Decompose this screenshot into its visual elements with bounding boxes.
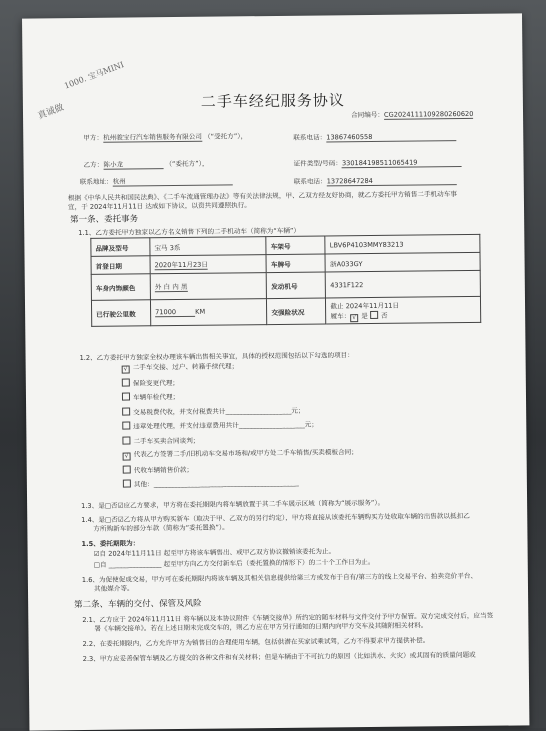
clause-1-5-b: □自 ________________ 起至甲方向乙方交付新车后（委托置换的情形下）的二十个工作日为止。 — [93, 557, 375, 569]
brand-value: 宝马 3系 — [150, 237, 267, 256]
engine-value: 4331F122 — [326, 270, 481, 298]
intro-line-1: 根据《中华人民共和国民法典》、《二手车流通管理办法》等有关法律法规，甲、乙双方经友好协商，就乙方委托甲方销售二手机动车事 — [67, 190, 457, 203]
party-b-address: 联系地址：杭州 — [80, 176, 233, 187]
contract-number: 合同编号：CG2024111109280260620 — [351, 109, 474, 120]
clause-1-6-line-2: 其他媒介等。 — [93, 584, 134, 593]
checklist-checkbox[interactable] — [122, 393, 130, 401]
checklist-label: 二手车买卖合同谈判； — [133, 436, 200, 445]
intro-line-2: 宜，于 2024年11月11日 达成如下协议，以资共同遵照执行。 — [67, 201, 251, 212]
vin-label: 车架号 — [266, 236, 325, 255]
party-a-row: 甲方：杭州骏宝行汽车销售服务有限公司 （“受托方”）， — [83, 132, 248, 142]
checklist-checkbox[interactable] — [123, 465, 131, 473]
reg-date-value: 2020年11月23日 — [150, 255, 267, 274]
mileage-label: 已行驶公里数 — [91, 300, 150, 327]
section-1-heading: 第一条、委托事务 — [70, 214, 139, 226]
checklist-label: 二手车交接、过户、转籍手续代理； — [132, 362, 239, 372]
clause-2-1-line-1: 2.1、乙方应于 2024年11月11日 将车辆以及本协议附件《车辆交接单》所约定的随车材料与文件交付予甲方保管。双方完成交付后，应当签 — [82, 611, 494, 625]
clause-1-1: 1.1、乙方委托甲方独家以乙方名义销售下列的二手机动车（简称为“车辆”） — [78, 226, 301, 238]
checklist-label: 违章处理代理，并支付违章费用共计____________________元； — [133, 420, 318, 431]
checklist-label: 车辆年检代理； — [132, 392, 180, 402]
vehicle-info-table — [90, 234, 481, 327]
checklist-item — [123, 478, 299, 489]
mileage-value: 71000 KM — [150, 299, 267, 326]
ins-no-checkbox[interactable] — [370, 310, 378, 318]
clause-2-1-line-2: 署《车辆交接单》。若在上述日期未完成交车的，则乙方应在甲方另行通知的日期内向甲方交车及其随附相关材料。 — [94, 621, 428, 633]
color-value: 外 白 内 黑 — [150, 273, 267, 300]
plate-label: 车牌号 — [266, 254, 325, 273]
clause-1-6-line-1: 1.6、为促使促成交易，甲方可在委托期限内将该车辆及其相关信息提供给第三方或发布于自有/第三方的线上交易平台、拍卖竞价平台、 — [81, 571, 478, 585]
checklist-label: 代收车辆销售价款； — [133, 465, 194, 474]
party-b-row: 乙方：陈小龙 （“委托方”）， — [83, 159, 209, 169]
checklist-label: 其他：____________________________________________ — [133, 478, 299, 489]
section-2-heading: 第二条、车辆的交付、保管及风险 — [74, 598, 202, 611]
clause-1-4-line-1: 1.4、是□否☑乙方将从甲方购买新车（取决于甲、乙双方的另行约定），甲方将直接从该委托车辆购买方处收取车辆的出售款以抵扣乙 — [81, 511, 470, 525]
insurance-value: 截止 2024年11月11日 履车： √ 是 否 — [326, 296, 481, 324]
checklist-checkbox[interactable] — [122, 378, 130, 386]
checklist-item — [123, 448, 358, 460]
vin-value: LBV6P4103MMY83213 — [325, 234, 480, 254]
clause-2-3: 2.3、甲方应妥善保管车辆及乙方提交的各种文件和有关材料；但是车辆由于不可抗力的原因（比如洪水、火灾）或其固有的质量问题或 — [82, 650, 476, 664]
brand-label: 品牌及型号 — [91, 238, 150, 257]
checklist-label: 交易税费代收，并支付税费共计____________________元； — [133, 406, 305, 416]
checklist-item — [123, 464, 193, 474]
checklist-checkbox[interactable]: √ — [123, 453, 131, 461]
checklist-checkbox[interactable] — [122, 436, 130, 444]
party-b-id: 证件类型/号码：330184198511065419 — [294, 158, 462, 169]
checklist-checkbox[interactable]: √ — [122, 366, 130, 374]
checklist-item — [122, 405, 305, 416]
plate-value: 浙A033GY — [325, 252, 480, 272]
document-title: 二手车经纪服务协议 — [200, 91, 345, 111]
handwritten-note: 1000. 宝马MINI — [63, 60, 126, 91]
insurance-label: 交强险状况 — [267, 298, 326, 325]
checklist-item — [122, 420, 318, 431]
party-b-phone: 联系电话：13728647284 — [294, 176, 457, 187]
engine-label: 发动机号 — [267, 272, 326, 299]
contract-page — [22, 13, 529, 730]
checklist-label: 保险变更代理； — [132, 378, 180, 387]
checklist-item — [122, 435, 199, 445]
party-a-phone: 联系电话：13867460558 — [293, 132, 456, 143]
reg-date-label: 首登日期 — [91, 256, 150, 275]
clause-1-4-line-2: 方所购新车的部分车款（简称为“委托置换”）。 — [93, 523, 229, 533]
clause-1-5-head: 1.5、委托期限为： — [81, 539, 140, 549]
clause-1-5-a: ☑自 2024年11月11日 起至甲方将该车辆售出、或甲乙双方协议撤销该委托为止。 — [93, 547, 336, 558]
clause-1-2: 1.2、乙方委托甲方独家全权办理该车辆出售相关事宜，具体的授权范围包括以下勾选的项目： — [79, 351, 354, 363]
color-label: 车身内饰颜色 — [91, 274, 150, 301]
ins-yes-checkbox[interactable]: √ — [350, 314, 358, 322]
checklist-checkbox[interactable] — [123, 480, 131, 488]
checklist-checkbox[interactable] — [122, 407, 130, 415]
handwritten-note-2: 真诚做 — [36, 102, 66, 122]
checklist-item — [122, 392, 179, 402]
clause-2-2: 2.2、在委托期限内，乙方允许甲方为销售目的合理使用车辆，包括供潜在买家试乘试驾，乙方不得要求甲方提供补偿。 — [82, 636, 430, 649]
checklist-item — [122, 362, 239, 373]
checklist-label: 代表乙方签署二手/旧机动车交易市场和/或甲方处二手车销售/买卖模板合同； — [133, 448, 358, 459]
checklist-item — [122, 377, 179, 387]
checklist-checkbox[interactable] — [122, 422, 130, 430]
clause-1-3: 1.3、是□否☑应乙方要求，甲方将在委托期限内将车辆放置于其二手车展示区域（简称为“展示服务”）。 — [81, 498, 385, 511]
